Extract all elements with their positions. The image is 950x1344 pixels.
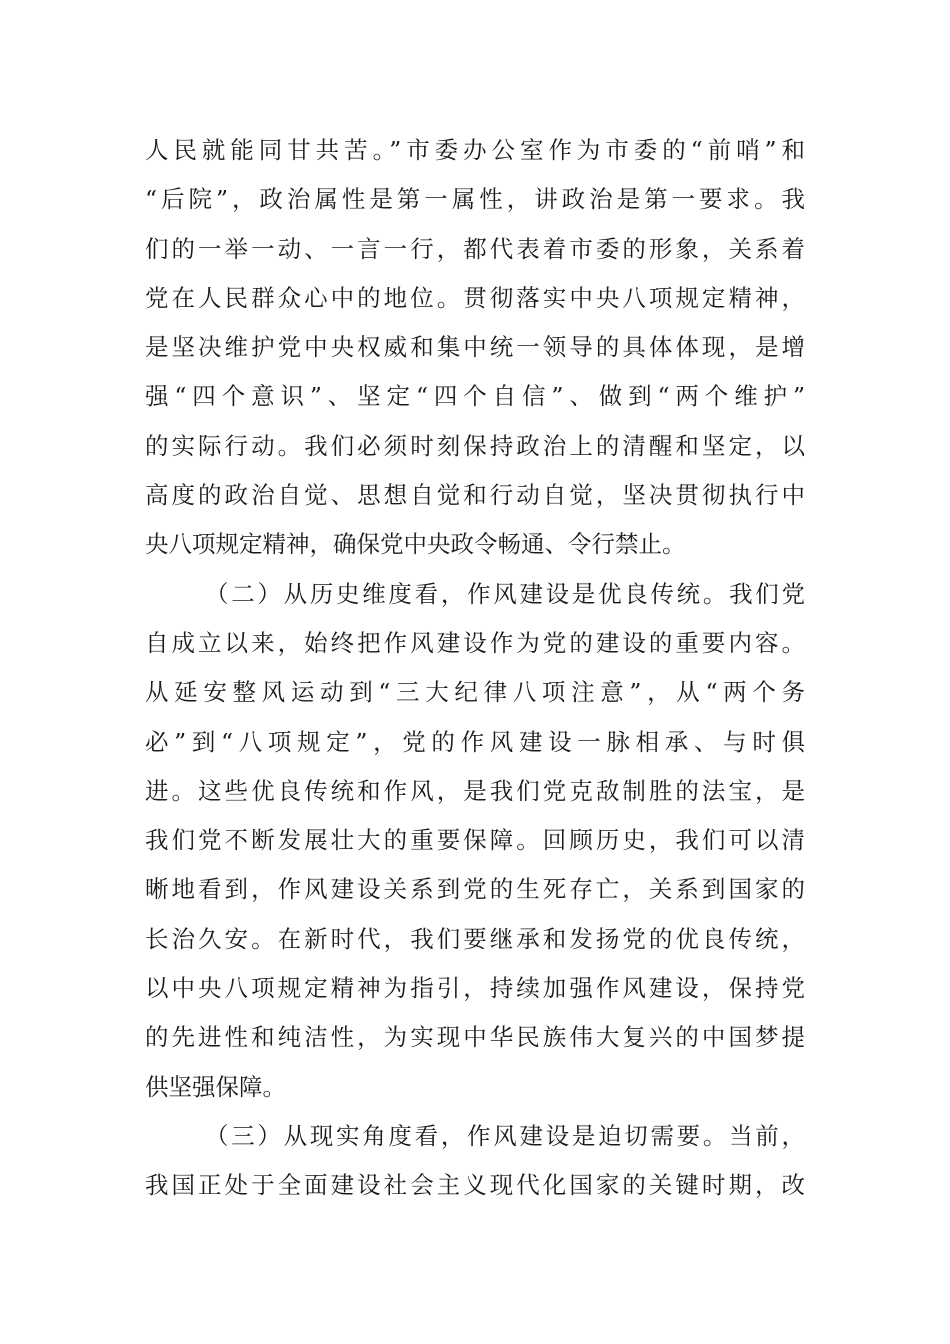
text-line: 央八项规定精神，确保党中央政令畅通、令行禁止。 bbox=[145, 530, 686, 559]
text-line: 供坚强保障。 bbox=[145, 1072, 286, 1101]
text-line: 是坚决维护党中央权威和集中统一领导的具体体现，是增 bbox=[145, 333, 805, 362]
text-line: “后院”，政治属性是第一属性，讲政治是第一要求。我 bbox=[145, 185, 805, 214]
text-line: 必”到“八项规定”，党的作风建设一脉相承、与时俱 bbox=[145, 727, 805, 756]
text-line: 以中央八项规定精神为指引，持续加强作风建设，保持党 bbox=[145, 974, 805, 1003]
text-line: 自成立以来，始终把作风建设作为党的建设的重要内容。 bbox=[145, 628, 805, 657]
text-line: 的实际行动。我们必须时刻保持政治上的清醒和坚定，以 bbox=[145, 431, 805, 460]
text-line: 进。这些优良传统和作风，是我们党克敌制胜的法宝，是 bbox=[145, 776, 805, 805]
text-line: 党在人民群众心中的地位。贯彻落实中央八项规定精神， bbox=[145, 283, 805, 312]
text-line: 高度的政治自觉、思想自觉和行动自觉，坚决贯彻执行中 bbox=[145, 481, 805, 510]
text-line: 我国正处于全面建设社会主义现代化国家的关键时期，改 bbox=[145, 1171, 805, 1200]
text-line: 强“四个意识”、坚定“四个自信”、做到“两个维护” bbox=[145, 382, 805, 411]
text-line: （三）从现实角度看，作风建设是迫切需要。当前， bbox=[205, 1121, 805, 1150]
text-line: 人民就能同甘共苦。”市委办公室作为市委的“前哨”和 bbox=[145, 136, 805, 164]
text-line: 们的一举一动、一言一行，都代表着市委的形象，关系着 bbox=[145, 234, 805, 263]
text-line: 的先进性和纯洁性，为实现中华民族伟大复兴的中国梦提 bbox=[145, 1023, 805, 1052]
text-line: 长治久安。在新时代，我们要继承和发扬党的优良传统， bbox=[145, 924, 805, 953]
text-line: 晰地看到，作风建设关系到党的生死存亡，关系到国家的 bbox=[145, 875, 805, 904]
text-line: 我们党不断发展壮大的重要保障。回顾历史，我们可以清 bbox=[145, 826, 805, 855]
text-line: 从延安整风运动到“三大纪律八项注意”，从“两个务 bbox=[145, 678, 805, 707]
document-body bbox=[145, 126, 805, 1211]
text-line: （二）从历史维度看，作风建设是优良传统。我们党 bbox=[205, 579, 805, 608]
